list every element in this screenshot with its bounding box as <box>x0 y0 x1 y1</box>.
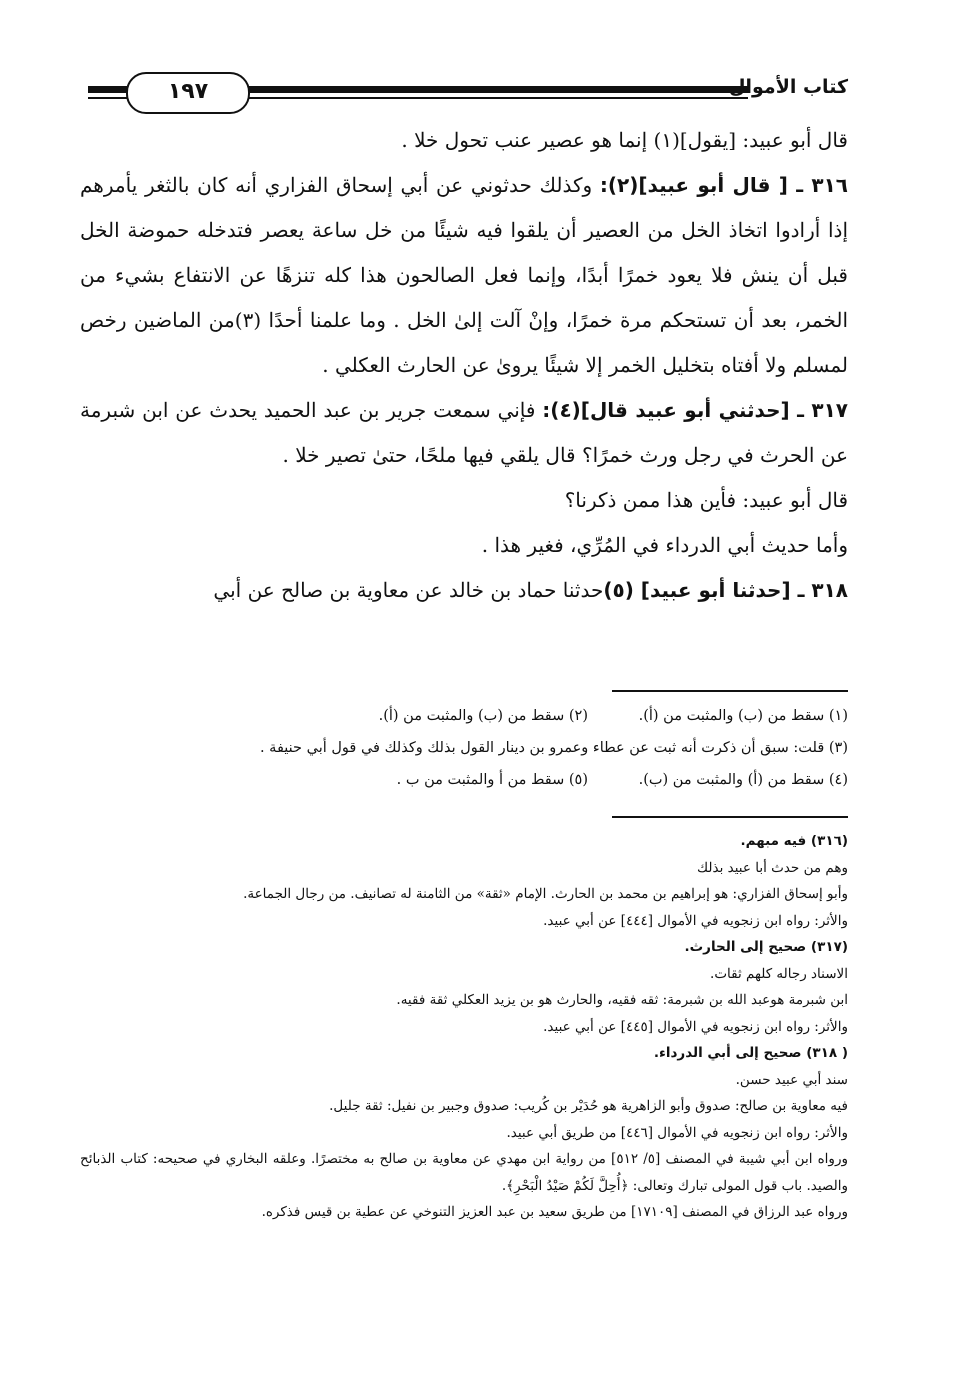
footnote-row <box>80 764 848 796</box>
footnote: (٥) سقط من أ والمثبت من ب . <box>396 772 588 788</box>
page-header <box>88 62 848 118</box>
paragraph-text: قال أبو عبيد: فأين هذا ممن ذكرنا؟ <box>564 488 848 512</box>
footnote: (٤) سقط من (أ) والمثبت من (ب). <box>638 772 848 788</box>
paragraph-text: وأما حديث أبي الدرداء في المُرِّي، فغير هذا . <box>481 533 848 557</box>
page-number: ١٩٧ <box>126 72 250 114</box>
paragraph <box>80 163 848 388</box>
commentary-line: والأثر: رواه ابن زنجويه في الأموال [٤٤٤] عن أبي عبيد. <box>543 912 848 929</box>
narration-label: ٣١٨ ـ [حدثنا أبو عبيد] (٥) <box>603 578 848 602</box>
footnote-divider <box>612 690 848 692</box>
commentary-heading: (٣١٧) صحيح إلى الحارث. <box>684 939 848 955</box>
commentary-line: ورواه ابن أبي شيبة في المصنف [٥/ ٥١٢] من رواية ابن مهدي عن معاوية بن صالح به مختصرًا. وعلقه البخاري في صحيحه: كتاب الذبائح والصيد. باب قول المولى تبارك وتعالى: ﴿أُحِلَّ لَكُمْ صَيْدُ الْبَحْرِ﴾. <box>80 1151 848 1194</box>
paragraph <box>80 523 848 568</box>
commentary-heading: (٣١٦) فيه مبهم. <box>740 833 848 849</box>
footnote: (٢) سقط من (ب) والمثبت من (أ). <box>378 708 588 724</box>
paragraph <box>80 388 848 478</box>
paragraph <box>80 118 848 163</box>
commentary-divider <box>612 816 848 818</box>
commentary-line: ابن شبرمة هوعبد الله بن شبرمة: ثقه فقيه، والحارث هو بن يزيد العكلي ثقة فقيه. <box>396 992 848 1008</box>
paragraph <box>80 478 848 523</box>
commentary-line: سند أبي عبيد حسن. <box>735 1071 848 1088</box>
commentary-line: والأثر: رواه ابن زنجويه في الأموال [٤٤٦] من طريق أبي عبيد. <box>506 1124 848 1141</box>
footnote-row <box>80 700 848 732</box>
footnote-row <box>80 732 848 764</box>
variant-footnotes <box>80 700 848 796</box>
paragraph <box>80 568 848 613</box>
footnote: (٣) قلت: سبق أن ذكرت أنه ثبت عن عطاء وعمرو بن دينار القول بذلك وكذلك في قول أبي حنيفة . <box>259 740 848 756</box>
commentary-heading: ( ٣١٨) صحيح إلى أبي الدرداء. <box>653 1045 848 1061</box>
commentary-line: ورواه عبد الرزاق في المصنف [١٧١٠٩] من طريق سعيد بن عبد العزيز التنوخي عن عطية بن قيس فذكره. <box>261 1204 848 1220</box>
commentary-line: فيه معاوية بن صالح: صدوق وأبو الزاهرية هو حُدَيْر بن كُريب: صدوق وجبير بن نفيل: ثقة جليل. <box>329 1098 848 1114</box>
narration-label: ٣١٧ ـ [حدثني أبو عبيد قال](٤): <box>542 398 848 422</box>
commentary-line: وهم من حدث أبا عبيد بذلك <box>697 859 848 876</box>
commentary-line: والأثر: رواه ابن زنجويه في الأموال [٤٤٥] عن أبي عبيد. <box>543 1018 848 1035</box>
narration-label: ٣١٦ ـ [ قال أبو عبيد](٢): <box>599 173 848 197</box>
running-title: كتاب الأموال <box>729 76 848 98</box>
paragraph-text: قال أبو عبيد: [يقول](١) إنما هو عصير عنب تحول خلا . <box>401 128 848 152</box>
footnote: (١) سقط من (ب) والمثبت من (أ). <box>638 708 848 724</box>
paragraph-text: حدثنا حماد بن خالد عن معاوية بن صالح عن أبي <box>213 578 604 602</box>
paragraph-text: فإني سمعت جرير بن عبد الحميد يحدث عن ابن شبرمة عن الحرث في رجل ورث خمرًا؟ قال يلقي فيها ملحًا، حتىٰ تصير خلا . <box>80 398 848 467</box>
commentary-footnotes <box>80 828 848 1226</box>
paragraph-text: وكذلك حدثوني عن أبي إسحاق الفزاري أنه كان بالثغر يأمرهم إذا أرادوا اتخاذ الخل من العصير أن يلقوا فيه شيئًا من خل ساعة يعصر فتدخله حموضة الخل قبل أن ينش فلا يعود خمرًا أبدًا، وإنما فعل الصالحون هذا كله تنزهًا عن الانتفاع بشيء من الخمر، بعد أن تستحكم مرة خمرًا، وإنْ آلت إلىٰ الخل . وما علمنا أحدًا (٣)من الماضين رخص لمسلم ولا أفتاه بتخليل الخمر إلا شيئًا يروىٰ عن الحارث العكلي . <box>80 173 849 377</box>
commentary-line: وأبو إسحاق الفزاري: هو إبراهيم بن محمد بن الحارث. الإمام «ثقة» من الثامنة له تصانيف. من رجال الجماعة. <box>243 886 848 902</box>
commentary-line: الاسناد رجاله كلهم ثقات. <box>710 965 848 982</box>
main-text <box>80 118 848 613</box>
